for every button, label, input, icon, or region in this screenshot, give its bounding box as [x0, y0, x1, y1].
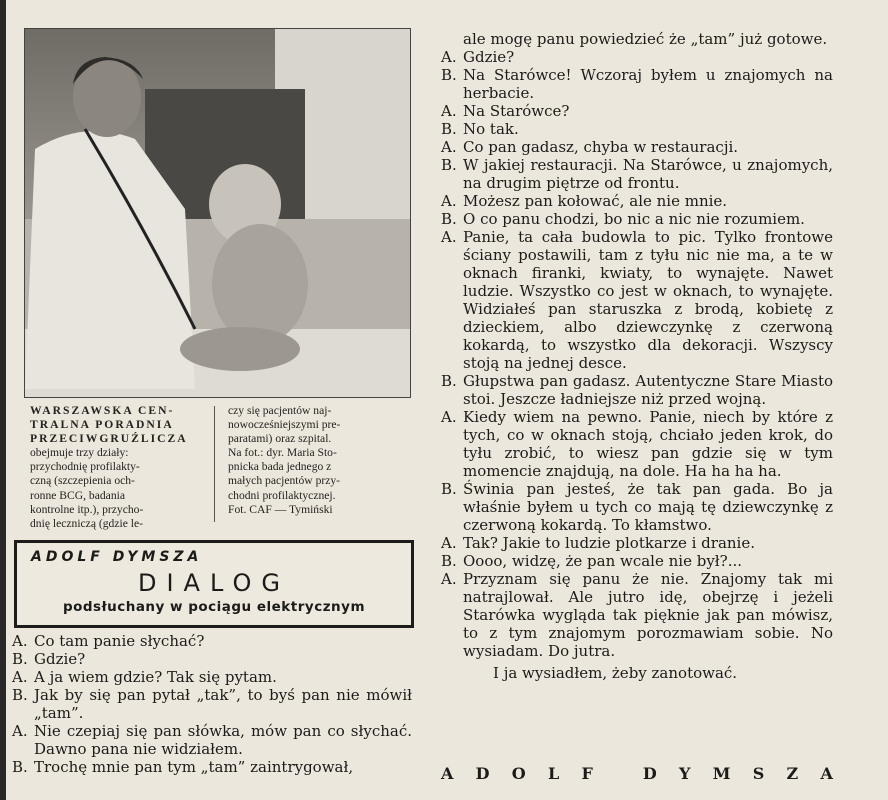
closing-remark: I ja wysiadłem, żeby zanotować.	[493, 664, 738, 682]
speaker: A.	[441, 534, 457, 552]
caption-line: PRZECIWGRUŹLICZA	[30, 432, 188, 446]
speaker: B.	[12, 686, 28, 704]
utterance: Świnia pan jesteś, że tak pan gada. Bo ja właśnie byłem u tych co mają tę dziewczynkę z czerwoną kokardą. To kłamstwo.	[463, 480, 833, 534]
dialog-line	[441, 156, 833, 192]
speaker: B.	[441, 120, 457, 138]
dialog-line	[441, 408, 833, 480]
dialog-line	[12, 722, 412, 758]
signature-letter: F	[581, 764, 593, 783]
dialog-line	[441, 552, 833, 570]
dialog-line	[441, 372, 833, 408]
utterance: Głupstwa pan gadasz. Autentyczne Stare Miasto stoi. Jeszcze ładniejsze niż przed wojną.	[463, 372, 833, 408]
article-subtitle: podsłuchany w pociągu elektrycznym	[62, 599, 366, 615]
speaker: A.	[441, 48, 457, 66]
signature-letter: M	[712, 764, 731, 783]
caption-line: ronne BCG, badania	[30, 488, 125, 502]
utterance: Kiedy wiem na pewno. Panie, niech by które z tych, co w oknach stoją, chciało jeden krok, do tyłu zrobić, to wiesz pan gdzie się w tym momencie znajdują, na dole. Ha ha ha ha.	[463, 408, 833, 480]
dialog-line	[12, 632, 412, 650]
photo-caption-col2	[228, 404, 410, 517]
speaker: A.	[441, 102, 457, 120]
utterance: Możesz pan kołować, ale nie mnie.	[463, 192, 728, 210]
photo-baby-legs	[180, 327, 300, 371]
caption-line: Fot. CAF — Tymiński	[228, 502, 333, 516]
dialog-line	[441, 66, 833, 102]
caption-line: czną (szczepienia och-	[30, 474, 135, 488]
dialog-line	[12, 650, 412, 668]
utterance: Gdzie?	[34, 650, 86, 668]
dialog-line	[441, 570, 833, 660]
caption-line: przychodnię profilakty-	[30, 460, 140, 474]
utterance: No tak.	[463, 120, 519, 138]
utterance: Nie czepiaj się pan słówka, mów pan co słychać. Dawno pana nie widziałem.	[34, 722, 412, 758]
utterance: Co pan gadasz, chyba w restauracji.	[463, 138, 739, 156]
photo-caption-col1	[30, 404, 200, 531]
speaker: A.	[441, 192, 457, 210]
utterance: A ja wiem gdzie? Tak się pytam.	[34, 668, 277, 686]
dialog-line	[12, 668, 412, 686]
utterance: Trochę mnie pan tym „tam” zaintrygował,	[34, 758, 354, 776]
speaker: B.	[441, 210, 457, 228]
utterance: Tak? Jakie to ludzie plotkarze i dranie.	[463, 534, 755, 552]
caption-line: obejmuje trzy działy:	[30, 446, 129, 460]
speaker: A.	[12, 722, 28, 740]
signature-letter: A	[441, 764, 454, 783]
dialog-line-continuation	[441, 30, 833, 48]
dialog-line	[12, 758, 412, 776]
caption-line: pnicka bada jednego z	[228, 460, 332, 474]
article-title-box	[14, 540, 414, 628]
photo-doctor-with-infant	[24, 28, 411, 398]
caption-line: paratami) oraz szpital.	[228, 432, 332, 446]
dialog-line	[12, 686, 412, 722]
speaker-empty	[441, 30, 463, 48]
caption-line: Na fot.: dyr. Maria Sto-	[228, 446, 337, 460]
utterance: Przyznam się panu że nie. Znajomy tak mi natrajlował. Ale jutro idę, obejrzę i jeżeli Starówka wygląda tak pięknie jak pan mówisz, to z tym znajomym porozmawiam sobie. No wysiadam. Do jutra.	[463, 570, 833, 660]
caption-line: dnię leczniczą (gdzie le-	[30, 516, 143, 530]
caption-line: czy się pacjentów naj-	[228, 404, 332, 417]
photo-baby-body	[212, 224, 308, 344]
dialog-line	[441, 228, 833, 372]
utterance: Jak by się pan pytał „tak”, to byś pan nie mówił „tam”.	[34, 686, 412, 722]
signature-letter: A	[820, 764, 833, 783]
speaker: A.	[12, 668, 28, 686]
utterance: Na Starówce! Wczoraj byłem u znajomych na herbacie.	[463, 66, 833, 102]
speaker: B.	[441, 156, 457, 174]
speaker: A.	[441, 228, 457, 246]
caption-line: małych pacjentów przy-	[228, 474, 341, 488]
dialog-line	[441, 48, 833, 66]
utterance: W jakiej restauracji. Na Starówce, u znajomych, na drugim piętrze od frontu.	[463, 156, 833, 192]
speaker: A.	[12, 632, 28, 650]
utterance: Panie, ta cała budowla to pic. Tylko frontowe ściany postawili, tam z tyłu nic nie ma, a te w oknach firanki, kwiaty, to wynajęte. Nawet ludzie. Wszystko co jest w oknach, to wynajęte. Widziałeś pan staruszka z brodą, kobietę z dzieckiem, albo dziewczynkę z czerwoną kokardą, to wszystko dla dekoracji. Wszyscy stoją na jednej desce.	[463, 228, 833, 372]
speaker: B.	[12, 758, 28, 776]
caption-line: TRALNA PORADNIA	[30, 418, 174, 432]
dialog-line	[441, 102, 833, 120]
page-edge	[0, 0, 6, 800]
dialog-column-left	[12, 632, 412, 776]
caption-line: chodni profilaktycznej.	[228, 488, 336, 502]
utterance: Oooo, widzę, że pan wcale nie był?...	[463, 552, 743, 570]
dialog-line	[441, 192, 833, 210]
utterance: Gdzie?	[463, 48, 515, 66]
signature-letter: D	[475, 764, 490, 783]
speaker: B.	[441, 480, 457, 498]
signature-gap	[615, 764, 621, 783]
speaker: A.	[441, 408, 457, 426]
speaker: B.	[441, 372, 457, 390]
signature-letter: D	[642, 764, 657, 783]
dialog-line	[441, 120, 833, 138]
utterance: Na Starówce?	[463, 102, 570, 120]
signature-letter: O	[511, 764, 526, 783]
utterance: Co tam panie słychać?	[34, 632, 205, 650]
photo-illustration	[25, 29, 410, 397]
caption-line: nowocześniejszymi pre-	[228, 418, 341, 432]
caption-divider	[214, 406, 215, 522]
utterance: O co panu chodzi, bo nic a nic nie rozumiem.	[463, 210, 805, 228]
signature-letter: Y	[679, 764, 691, 783]
caption-line: kontrolne itp.), przycho-	[30, 502, 144, 516]
speaker: B.	[12, 650, 28, 668]
dialog-line	[441, 210, 833, 228]
dialog-line	[441, 534, 833, 552]
author-signature	[441, 764, 833, 783]
speaker: B.	[441, 66, 457, 84]
caption-line: WARSZAWSKA CEN-	[30, 404, 175, 417]
signature-letter: Z	[786, 764, 799, 783]
article-author: ADOLF DYMSZA	[31, 549, 203, 565]
dialog-line	[441, 480, 833, 534]
speaker: A.	[441, 570, 457, 588]
dialog-column-right	[441, 30, 833, 682]
utterance: ale mogę panu powiedzieć że „tam” już gotowe.	[463, 30, 828, 48]
signature-letter: S	[752, 764, 765, 783]
signature-letter: L	[547, 764, 560, 783]
dialog-line	[441, 138, 833, 156]
speaker: A.	[441, 138, 457, 156]
speaker: B.	[441, 552, 457, 570]
article-title: DIALOG	[138, 569, 290, 597]
